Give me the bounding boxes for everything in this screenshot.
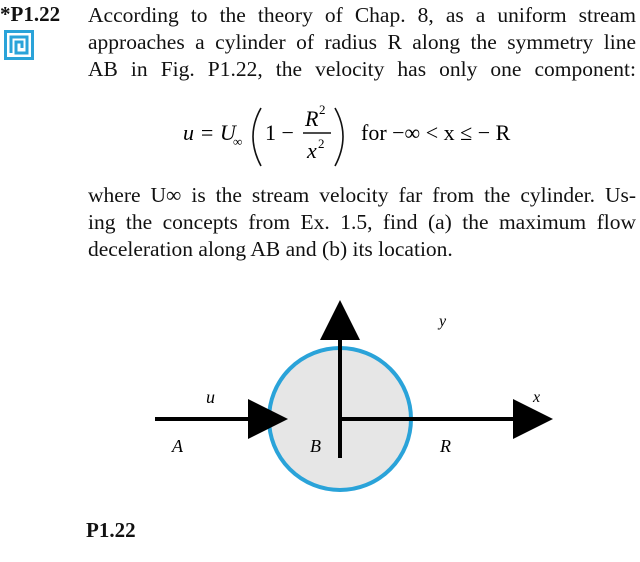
eq-numerator: R — [305, 106, 319, 131]
text-line-2: approaches a cylinder of radius R along the symmetry line — [88, 30, 636, 54]
label-u: u — [206, 387, 215, 407]
text-line-5: ing the concepts from Ex. 1.5, find (a) the maximum flow — [88, 210, 636, 234]
problem-text-intro — [88, 2, 636, 83]
label-R: R — [440, 436, 451, 456]
figure-label: P1.22 — [86, 518, 136, 542]
label-A: A — [172, 436, 183, 456]
text-line-4: where U∞ is the stream velocity far from the cylinder. Us- — [88, 183, 636, 207]
problem-number: *P1.22 — [0, 2, 61, 26]
text-line-1: According to the theory of Chap. 8, as a uniform stream — [88, 3, 636, 27]
label-y: y — [439, 313, 447, 330]
text-line-6: deceleration along AB and (b) its location. — [88, 237, 453, 261]
velocity-equation — [183, 100, 603, 172]
eq-subscript: ∞ — [233, 134, 243, 149]
eq-one: 1 − — [265, 120, 294, 145]
eq-denominator: x — [307, 138, 317, 163]
eq-lhs: u = U — [183, 120, 236, 145]
web-link-icon[interactable] — [4, 30, 34, 60]
label-B: B — [310, 436, 321, 456]
cylinder-flow-figure — [150, 298, 570, 498]
label-x: x — [533, 389, 541, 406]
eq-den-sup: 2 — [318, 136, 325, 151]
eq-condition: for −∞ < x ≤ − R — [361, 120, 511, 145]
text-line-3: AB in Fig. P1.22, the velocity has only one component: — [88, 57, 636, 81]
eq-num-sup: 2 — [319, 102, 326, 117]
problem-text-question — [88, 182, 636, 263]
